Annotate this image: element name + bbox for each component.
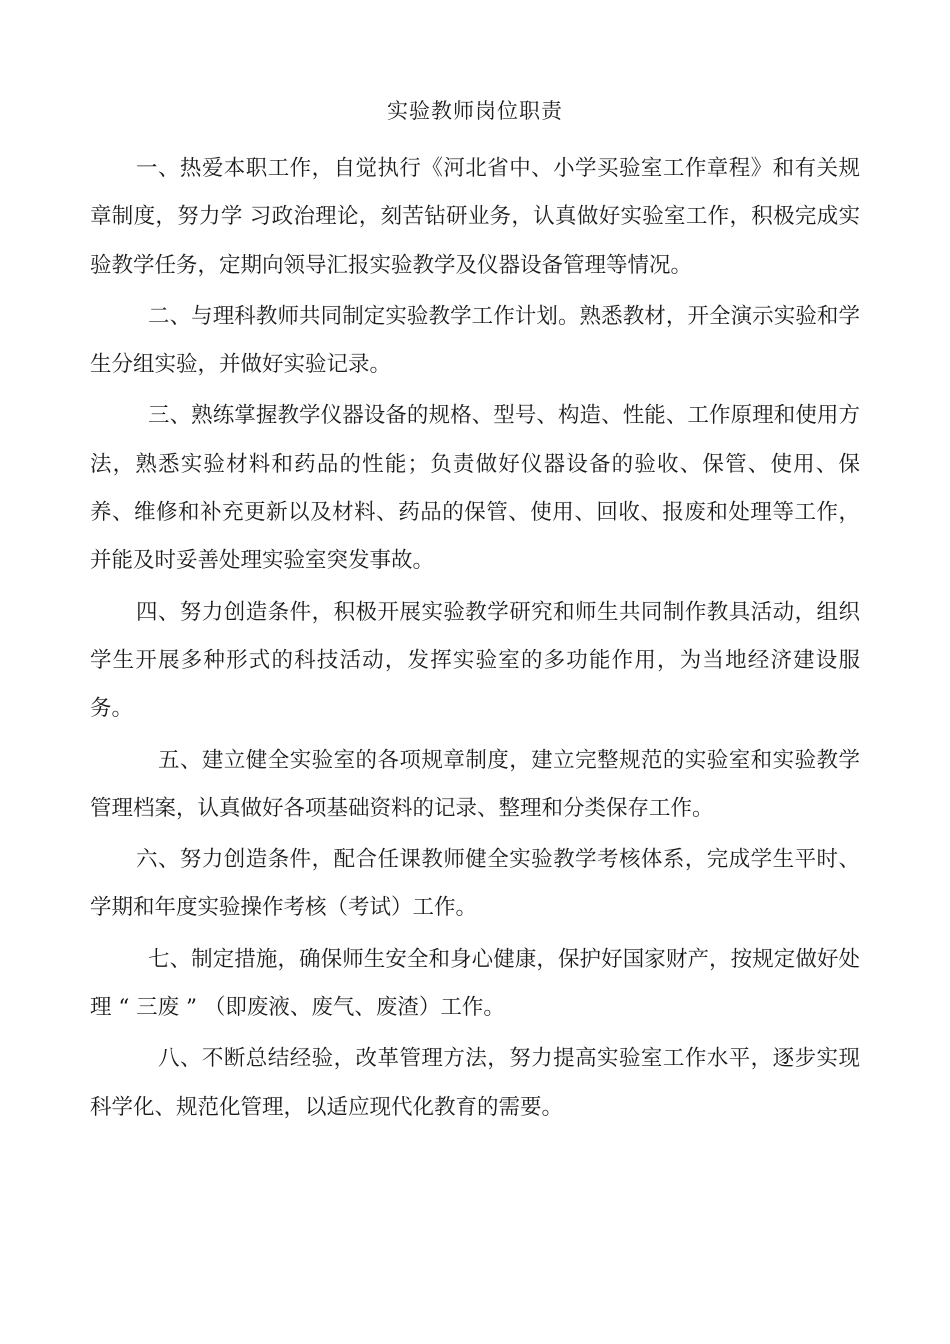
document-body (90, 145, 860, 1135)
duty-paragraph-2: 二、与理科教师共同制定实验教学工作计划。熟悉教材，开全演示实验和学生分组实验，并做好实验记录。 (90, 303, 860, 378)
duty-paragraph-7: 七、制定措施，确保师生安全和身心健康，保护好国家财产，按规定做好处理 “ 三废 ” （即废液、废气、废渣）工作。 (90, 946, 860, 1021)
duty-paragraph-8: 八、不断总结经验，改革管理方法，努力提高实验室工作水平，逐步实现科学化、规范化管理，以适应现代化教育的需要。 (90, 1046, 860, 1120)
duty-paragraph-1: 一、热爱本职工作，自觉执行《河北省中、小学买验室工作章程》和有关规章制度，努力学 习政治理论，刻苦钻研业务，认真做好实验室工作，积极完成实验教学任务，定期向领导汇报实验教学及仪器设备管理等情况。 (90, 156, 860, 278)
document-title: 实验教师岗位职责 (387, 99, 563, 123)
duty-paragraph-6: 六、努力创造条件，配合任课教师健全实验教学考核体系，完成学生平时、学期和年度实验操作考核（考试）工作。 (90, 847, 860, 921)
duty-paragraph-3: 三、熟练掌握教学仪器设备的规格、型号、构造、性能、工作原理和使用方法，熟悉实验材料和药品的性能；负责做好仪器设备的验收、保管、使用、保养、维修和补充更新以及材料、药品的保管、使用、回收、报废和处理等工作，并能及时妥善处理实验室突发事故。 (90, 403, 860, 574)
duty-paragraph-5: 五、建立健全实验室的各项规章制度，建立完整规范的实验室和实验教学管理档案，认真做好各项基础资料的记录、整理和分类保存工作。 (90, 747, 860, 821)
duty-paragraph-4: 四、努力创造条件，积极开展实验教学研究和师生共同制作教具活动，组织学生开展多种形式的科技活动，发挥实验室的多功能作用，为当地经济建设服务。 (90, 599, 860, 722)
